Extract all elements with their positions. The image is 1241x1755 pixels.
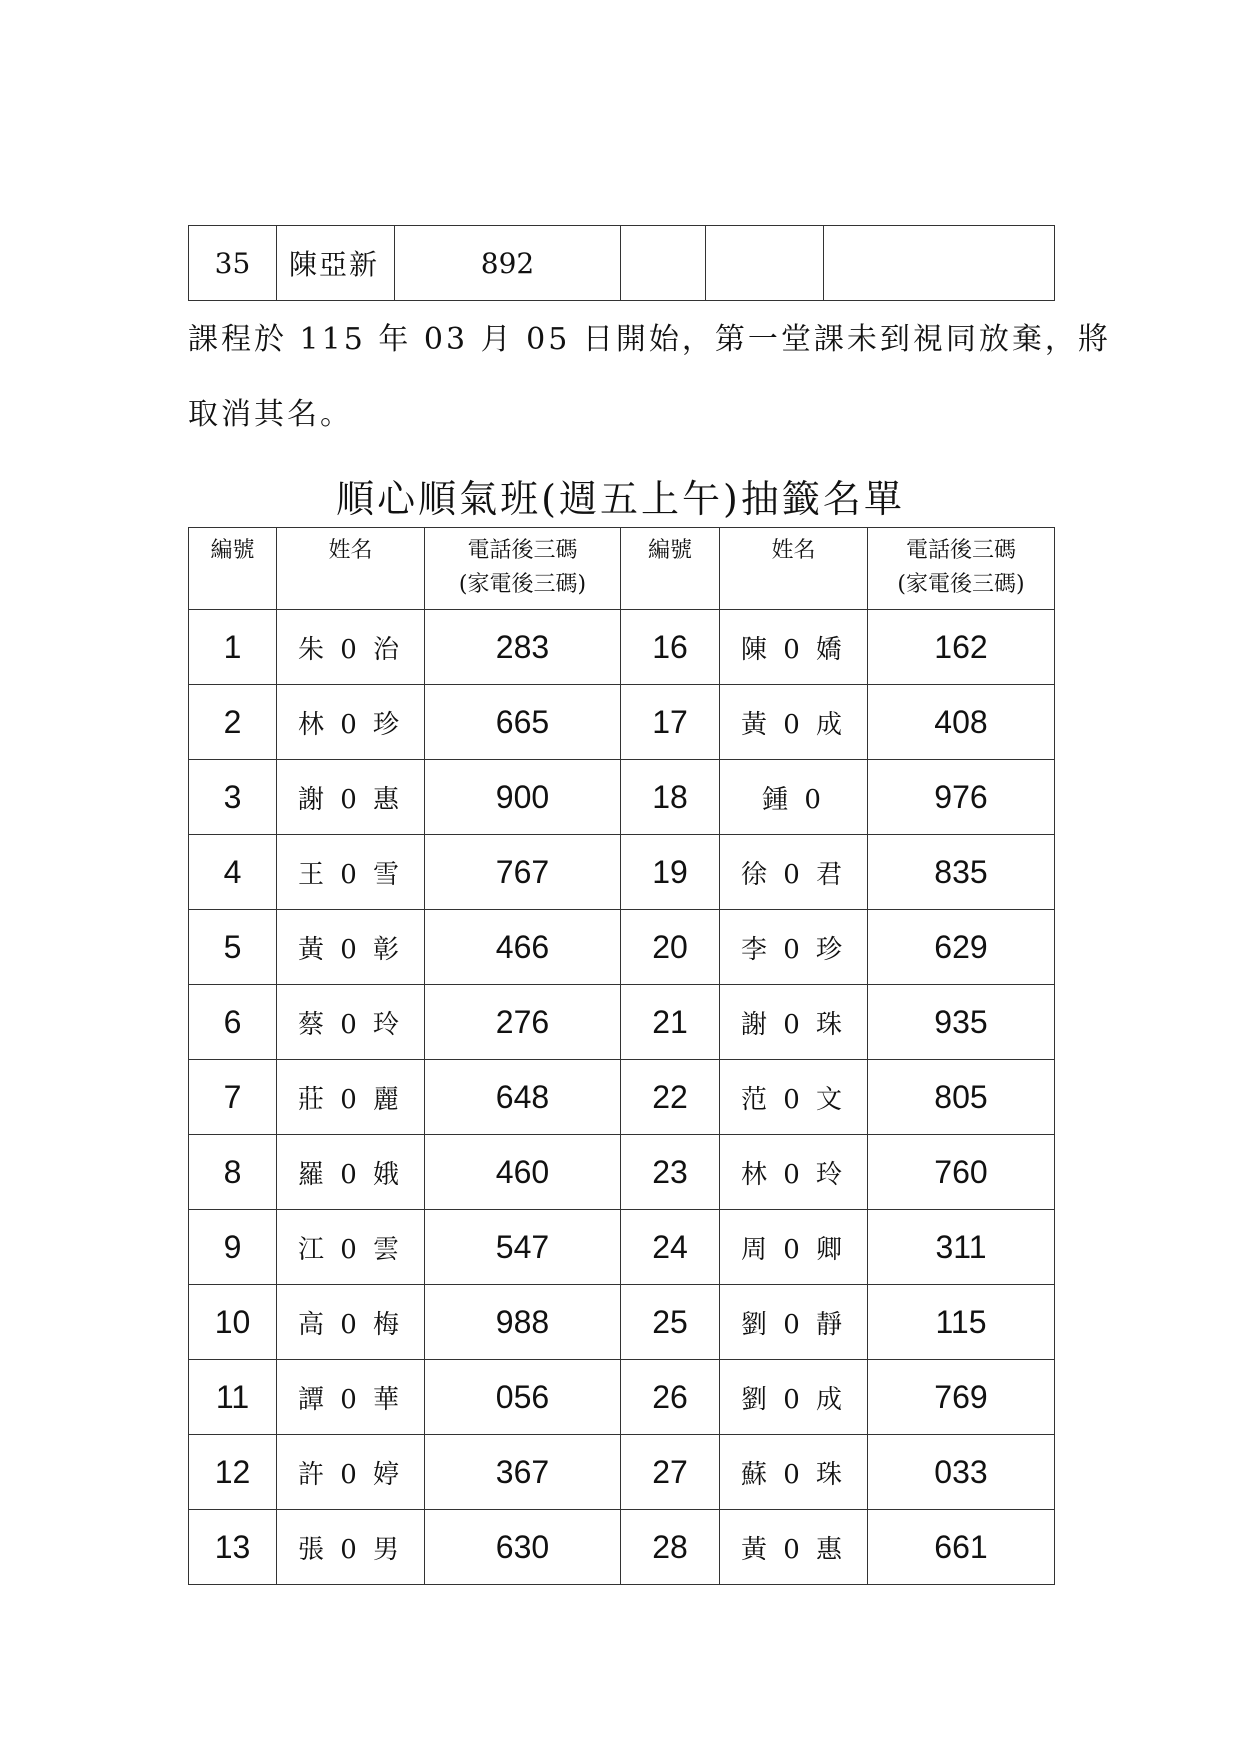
table-row [189, 910, 1055, 985]
table-row [189, 760, 1055, 835]
empty-cell [824, 226, 1055, 301]
phone-cell: 547 [425, 1210, 621, 1285]
phone-cell: 805 [868, 1060, 1055, 1135]
header-phone-line1: 電話後三碼 [905, 538, 1016, 563]
table-row [189, 1285, 1055, 1360]
number-cell: 16 [621, 610, 720, 685]
number-cell: 3 [189, 760, 277, 835]
name-cell: 張 0 男 [277, 1510, 425, 1585]
name-cell: 李 0 珍 [720, 910, 868, 985]
number-cell: 19 [621, 835, 720, 910]
table-row [189, 1360, 1055, 1435]
phone-cell: 311 [868, 1210, 1055, 1285]
number-cell: 21 [621, 985, 720, 1060]
number-cell: 5 [189, 910, 277, 985]
phone-cell: 056 [425, 1360, 621, 1435]
empty-cell [621, 226, 706, 301]
table-row [189, 1510, 1055, 1585]
header-number: 編號 [621, 528, 720, 610]
number-cell: 9 [189, 1210, 277, 1285]
number-cell: 6 [189, 985, 277, 1060]
phone-cell: 408 [868, 685, 1055, 760]
header-phone-line2: (家電後三碼) [458, 572, 587, 597]
header-phone-line1: 電話後三碼 [467, 538, 578, 563]
list-title: 順心順氣班(週五上午)抽籤名單 [336, 477, 905, 521]
phone-cell: 760 [868, 1135, 1055, 1210]
table-row [189, 1060, 1055, 1135]
number-cell: 7 [189, 1060, 277, 1135]
name-cell: 高 0 梅 [277, 1285, 425, 1360]
number-cell: 35 [189, 226, 277, 301]
phone-cell: 767 [425, 835, 621, 910]
table-row [189, 685, 1055, 760]
name-cell: 蔡 0 玲 [277, 985, 425, 1060]
header-number: 編號 [189, 528, 277, 610]
header-phone [868, 528, 1055, 610]
name-cell: 王 0 雪 [277, 835, 425, 910]
previous-page-table [188, 225, 1055, 301]
table-row [189, 1135, 1055, 1210]
name-cell: 鍾 0 [720, 760, 868, 835]
name-cell: 許 0 婷 [277, 1435, 425, 1510]
phone-cell: 900 [425, 760, 621, 835]
number-cell: 27 [621, 1435, 720, 1510]
empty-cell [706, 226, 824, 301]
name-cell: 譚 0 華 [277, 1360, 425, 1435]
header-name: 姓名 [277, 528, 425, 610]
name-cell: 黃 0 彰 [277, 910, 425, 985]
phone-cell: 630 [425, 1510, 621, 1585]
number-cell: 20 [621, 910, 720, 985]
phone-cell: 988 [425, 1285, 621, 1360]
name-cell: 謝 0 珠 [720, 985, 868, 1060]
name-cell: 陳亞新 [277, 226, 395, 301]
table-row [189, 226, 1055, 301]
phone-cell: 665 [425, 685, 621, 760]
phone-cell: 033 [868, 1435, 1055, 1510]
name-cell: 林 0 玲 [720, 1135, 868, 1210]
phone-cell: 835 [868, 835, 1055, 910]
number-cell: 4 [189, 835, 277, 910]
draw-list-table [188, 527, 1055, 1585]
header-phone-line2: (家電後三碼) [897, 572, 1025, 597]
number-cell: 25 [621, 1285, 720, 1360]
table-row [189, 1435, 1055, 1510]
phone-cell: 466 [425, 910, 621, 985]
name-cell: 徐 0 君 [720, 835, 868, 910]
name-cell: 黃 0 成 [720, 685, 868, 760]
table-row [189, 1210, 1055, 1285]
number-cell: 12 [189, 1435, 277, 1510]
header-phone [425, 528, 621, 610]
number-cell: 2 [189, 685, 277, 760]
table-row [189, 835, 1055, 910]
number-cell: 17 [621, 685, 720, 760]
name-cell: 陳 0 嬌 [720, 610, 868, 685]
number-cell: 23 [621, 1135, 720, 1210]
header-row [189, 528, 1055, 610]
number-cell: 18 [621, 760, 720, 835]
name-cell: 林 0 珍 [277, 685, 425, 760]
name-cell: 黃 0 惠 [720, 1510, 868, 1585]
phone-cell: 115 [868, 1285, 1055, 1360]
header-name: 姓名 [720, 528, 868, 610]
name-cell: 蘇 0 珠 [720, 1435, 868, 1510]
phone-cell: 283 [425, 610, 621, 685]
number-cell: 13 [189, 1510, 277, 1585]
phone-cell: 769 [868, 1360, 1055, 1435]
name-cell: 范 0 文 [720, 1060, 868, 1135]
table-row [189, 610, 1055, 685]
phone-cell: 648 [425, 1060, 621, 1135]
table-row [189, 985, 1055, 1060]
phone-cell: 976 [868, 760, 1055, 835]
name-cell: 羅 0 娥 [277, 1135, 425, 1210]
notice-text-line-2: 取消其名。 [188, 397, 353, 432]
number-cell: 28 [621, 1510, 720, 1585]
number-cell: 1 [189, 610, 277, 685]
phone-cell: 276 [425, 985, 621, 1060]
number-cell: 24 [621, 1210, 720, 1285]
number-cell: 11 [189, 1360, 277, 1435]
phone-cell: 629 [868, 910, 1055, 985]
phone-cell: 935 [868, 985, 1055, 1060]
number-cell: 10 [189, 1285, 277, 1360]
phone-cell: 661 [868, 1510, 1055, 1585]
name-cell: 江 0 雲 [277, 1210, 425, 1285]
name-cell: 莊 0 麗 [277, 1060, 425, 1135]
number-cell: 26 [621, 1360, 720, 1435]
list-body [189, 610, 1055, 1585]
name-cell: 謝 0 惠 [277, 760, 425, 835]
name-cell: 劉 0 成 [720, 1360, 868, 1435]
number-cell: 8 [189, 1135, 277, 1210]
notice-text-line-1: 課程於 115 年 03 月 05 日開始，第一堂課未到視同放棄，將 [188, 322, 1111, 357]
phone-cell: 892 [395, 226, 621, 301]
phone-cell: 460 [425, 1135, 621, 1210]
name-cell: 周 0 卿 [720, 1210, 868, 1285]
phone-cell: 367 [425, 1435, 621, 1510]
number-cell: 22 [621, 1060, 720, 1135]
phone-cell: 162 [868, 610, 1055, 685]
name-cell: 朱 0 治 [277, 610, 425, 685]
name-cell: 劉 0 靜 [720, 1285, 868, 1360]
